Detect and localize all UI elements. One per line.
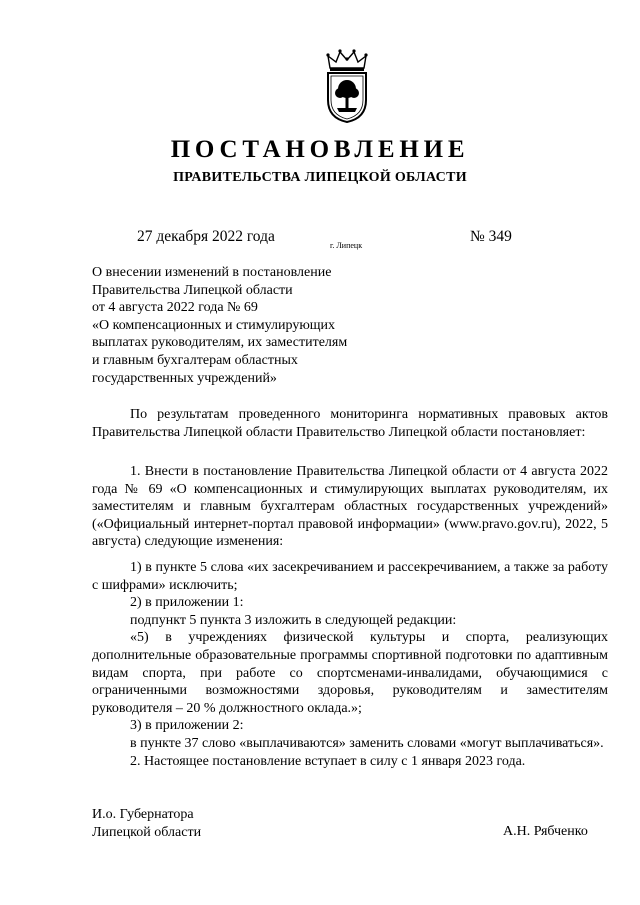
item-1-2-a: подпункт 5 пункта 3 изложить в следующей редакции:: [130, 612, 457, 628]
document-date: 27 декабря 2022 года: [137, 228, 275, 245]
signatory-position-line: И.о. Губернатора: [92, 807, 194, 822]
issuing-authority: ПРАВИТЕЛЬСТВА ЛИПЕЦКОЙ ОБЛАСТИ: [173, 170, 467, 185]
subject-line: «О компенсационных и стимулирующих: [92, 317, 336, 333]
item-2: 2. Настоящее постановление вступает в силу с 1 января 2023 года.: [130, 753, 526, 769]
document-number: № 349: [470, 228, 512, 245]
item-1-2: 2) в приложении 1:: [130, 595, 244, 611]
signatory-position: [92, 806, 201, 841]
item-1-2-b: «5) в учреждениях физической культуры и спорта, реализующих дополнительные образовательные программы спортивной подготовки по адаптивным видам спорта, при работе со спортсменами-инвалидами, обучающимися с ограниченными возможностями здоровья, руководителям и заместителям руководителя – 20 % должностного оклада.»;: [92, 630, 608, 716]
coat-of-arms-icon: [322, 48, 372, 124]
document-place: г. Липецк: [330, 241, 363, 250]
signatory-name: А.Н. Рябченко: [503, 824, 588, 839]
subject-line: от 4 августа 2022 года № 69: [92, 300, 258, 316]
document-body: [92, 463, 608, 551]
item-1-1: 1) в пункте 5 слова «их засекречиванием и рассекречиванием, а также за работу с шифрами» исключить;: [92, 560, 608, 593]
subject-line: О внесении изменений в постановление: [92, 265, 332, 280]
item-1-3: 3) в приложении 2:: [130, 718, 244, 734]
subject-line: выплатах руководителям, их заместителям: [92, 335, 348, 351]
subject-line: государственных учреждений»: [92, 370, 277, 386]
preamble: [92, 406, 608, 441]
document-subject: [92, 264, 347, 387]
signatory-position-line: Липецкой области: [92, 824, 202, 840]
item-1: 1. Внести в постановление Правительства Липецкой области от 4 августа 2022 года № 69 «О компенсационных и стимулирующих выплатах руководителям, их заместителям и главным бухгалтерам областных государственных учреждений» («Официальный интернет-портал правовой информации» (www.pravo.gov.ru), 2022, 5 августа) следующие изменения:: [92, 464, 608, 550]
document-title: ПОСТАНОВЛЕНИЕ: [170, 136, 470, 163]
subject-line: и главным бухгалтерам областных: [92, 352, 298, 368]
subject-line: Правительства Липецкой области: [92, 282, 293, 298]
item-1-3-a: в пункте 37 слово «выплачиваются» заменить словами «могут выплачиваться».: [130, 735, 604, 751]
item-1-subitems: [92, 559, 608, 770]
preamble-paragraph: По результатам проведенного мониторинга нормативных правовых актов Правительства Липецкой области Правительство Липецкой области постановляет:: [92, 407, 608, 440]
